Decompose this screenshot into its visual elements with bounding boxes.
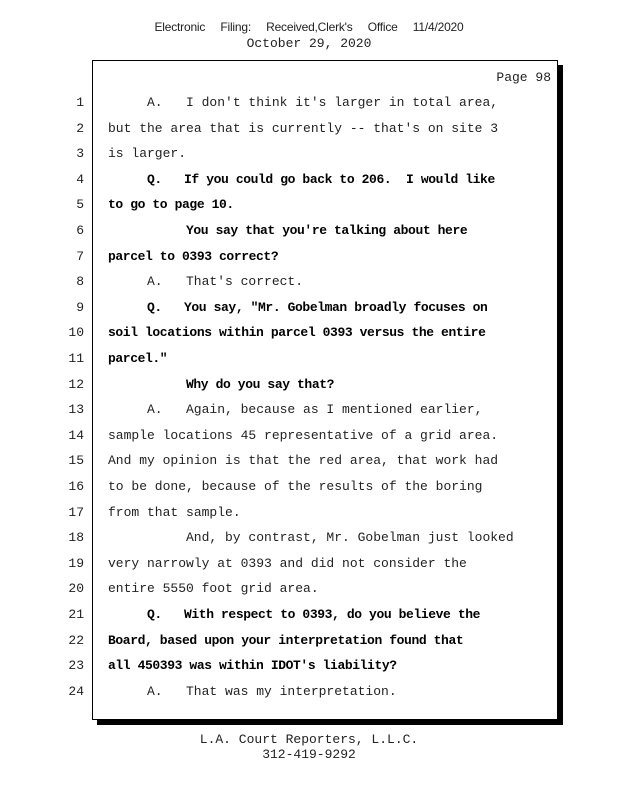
transcript-line <box>0 500 618 526</box>
line-text: from that sample. <box>108 504 241 520</box>
stamp-received: Received,Clerk's <box>266 20 353 34</box>
line-number: 1 <box>76 95 84 110</box>
line-number: 10 <box>68 325 84 341</box>
line-number: 4 <box>76 171 84 187</box>
line-text: A. That's correct. <box>147 274 304 290</box>
transcript-line <box>0 628 618 654</box>
stamp-electronic: Electronic <box>154 20 206 34</box>
stamp-date: 11/4/2020 <box>412 20 464 34</box>
line-number: 12 <box>68 376 84 392</box>
footer-phone: 312-419-9292 <box>262 747 356 762</box>
line-text: parcel." <box>108 351 168 366</box>
transcript-line <box>0 372 618 398</box>
transcript-line <box>0 346 618 372</box>
transcript-line <box>0 244 618 270</box>
transcript-line <box>0 653 618 679</box>
line-text: entire 5550 foot grid area. <box>108 581 319 597</box>
transcript-line <box>0 448 618 474</box>
line-number: 21 <box>68 607 84 622</box>
line-number: 13 <box>68 402 84 418</box>
transcript-line <box>0 218 618 244</box>
line-text: Board, based upon your interpretation found that <box>108 632 464 648</box>
line-number: 24 <box>68 683 84 699</box>
line-text: to be done, because of the results of the boring <box>108 479 483 494</box>
line-number: 5 <box>76 197 84 213</box>
transcript-line <box>0 679 618 705</box>
transcript-line <box>0 141 618 167</box>
line-text: And, by contrast, Mr. Gobelman just looked <box>186 530 514 546</box>
line-text: And my opinion is that the red area, that work had <box>108 453 499 469</box>
line-number: 11 <box>68 351 84 366</box>
line-number: 2 <box>76 120 84 136</box>
transcript-line <box>0 295 618 321</box>
line-number: 20 <box>68 581 84 597</box>
line-text: is larger. <box>108 146 187 162</box>
line-text: You say that you're talking about here <box>186 223 468 238</box>
footer <box>0 732 618 762</box>
line-number: 19 <box>68 555 84 571</box>
line-text: Why do you say that? <box>186 376 335 392</box>
transcript-line <box>0 474 618 500</box>
stamp-filing: Filing: <box>220 20 251 34</box>
line-text: Q. You say, "Mr. Gobelman broadly focuses on <box>147 299 488 315</box>
filing-stamp <box>0 20 618 34</box>
transcript-line <box>0 269 618 295</box>
line-text: sample locations 45 representative of a grid area. <box>108 427 499 443</box>
line-text: A. I don't think it's larger in total area, <box>147 95 499 110</box>
transcript-line <box>0 192 618 218</box>
transcript-line <box>0 320 618 346</box>
transcript-line <box>0 602 618 628</box>
transcript-line <box>0 525 618 551</box>
transcript-line <box>0 551 618 577</box>
transcript-line <box>0 576 618 602</box>
line-number: 18 <box>68 530 84 546</box>
line-text: parcel to 0393 correct? <box>108 248 279 264</box>
transcript-line <box>0 423 618 449</box>
transcript-line <box>0 397 618 423</box>
line-text: A. That was my interpretation. <box>147 683 397 699</box>
line-number: 15 <box>68 453 84 469</box>
line-text: but the area that is currently -- that's on site 3 <box>108 120 499 136</box>
footer-company: L.A. Court Reporters, L.L.C. <box>199 732 419 747</box>
line-number: 23 <box>68 658 84 674</box>
line-text: soil locations within parcel 0393 versus the entire <box>108 325 486 341</box>
line-number: 16 <box>68 479 84 494</box>
line-number: 22 <box>68 632 84 648</box>
line-text: A. Again, because as I mentioned earlier, <box>147 402 483 418</box>
line-number: 17 <box>68 504 84 520</box>
header-date: October 29, 2020 <box>246 36 372 51</box>
line-text: to go to page 10. <box>108 197 234 213</box>
line-number: 7 <box>76 248 84 264</box>
transcript-line <box>0 116 618 142</box>
line-text: all 450393 was within IDOT's liability? <box>108 658 397 674</box>
line-text: very narrowly at 0393 and did not consider the <box>108 555 467 571</box>
transcript-line <box>0 167 618 193</box>
line-number: 9 <box>76 299 84 315</box>
transcript-line <box>0 90 618 116</box>
line-number: 14 <box>68 427 84 443</box>
line-text: Q. With respect to 0393, do you believe the <box>147 607 481 622</box>
line-number: 6 <box>76 223 84 238</box>
line-number: 8 <box>76 274 84 290</box>
page-number: Page 98 <box>496 70 551 85</box>
line-text: Q. If you could go back to 206. I would like <box>147 171 495 187</box>
line-number: 3 <box>76 146 84 162</box>
stamp-office: Office <box>367 20 398 34</box>
